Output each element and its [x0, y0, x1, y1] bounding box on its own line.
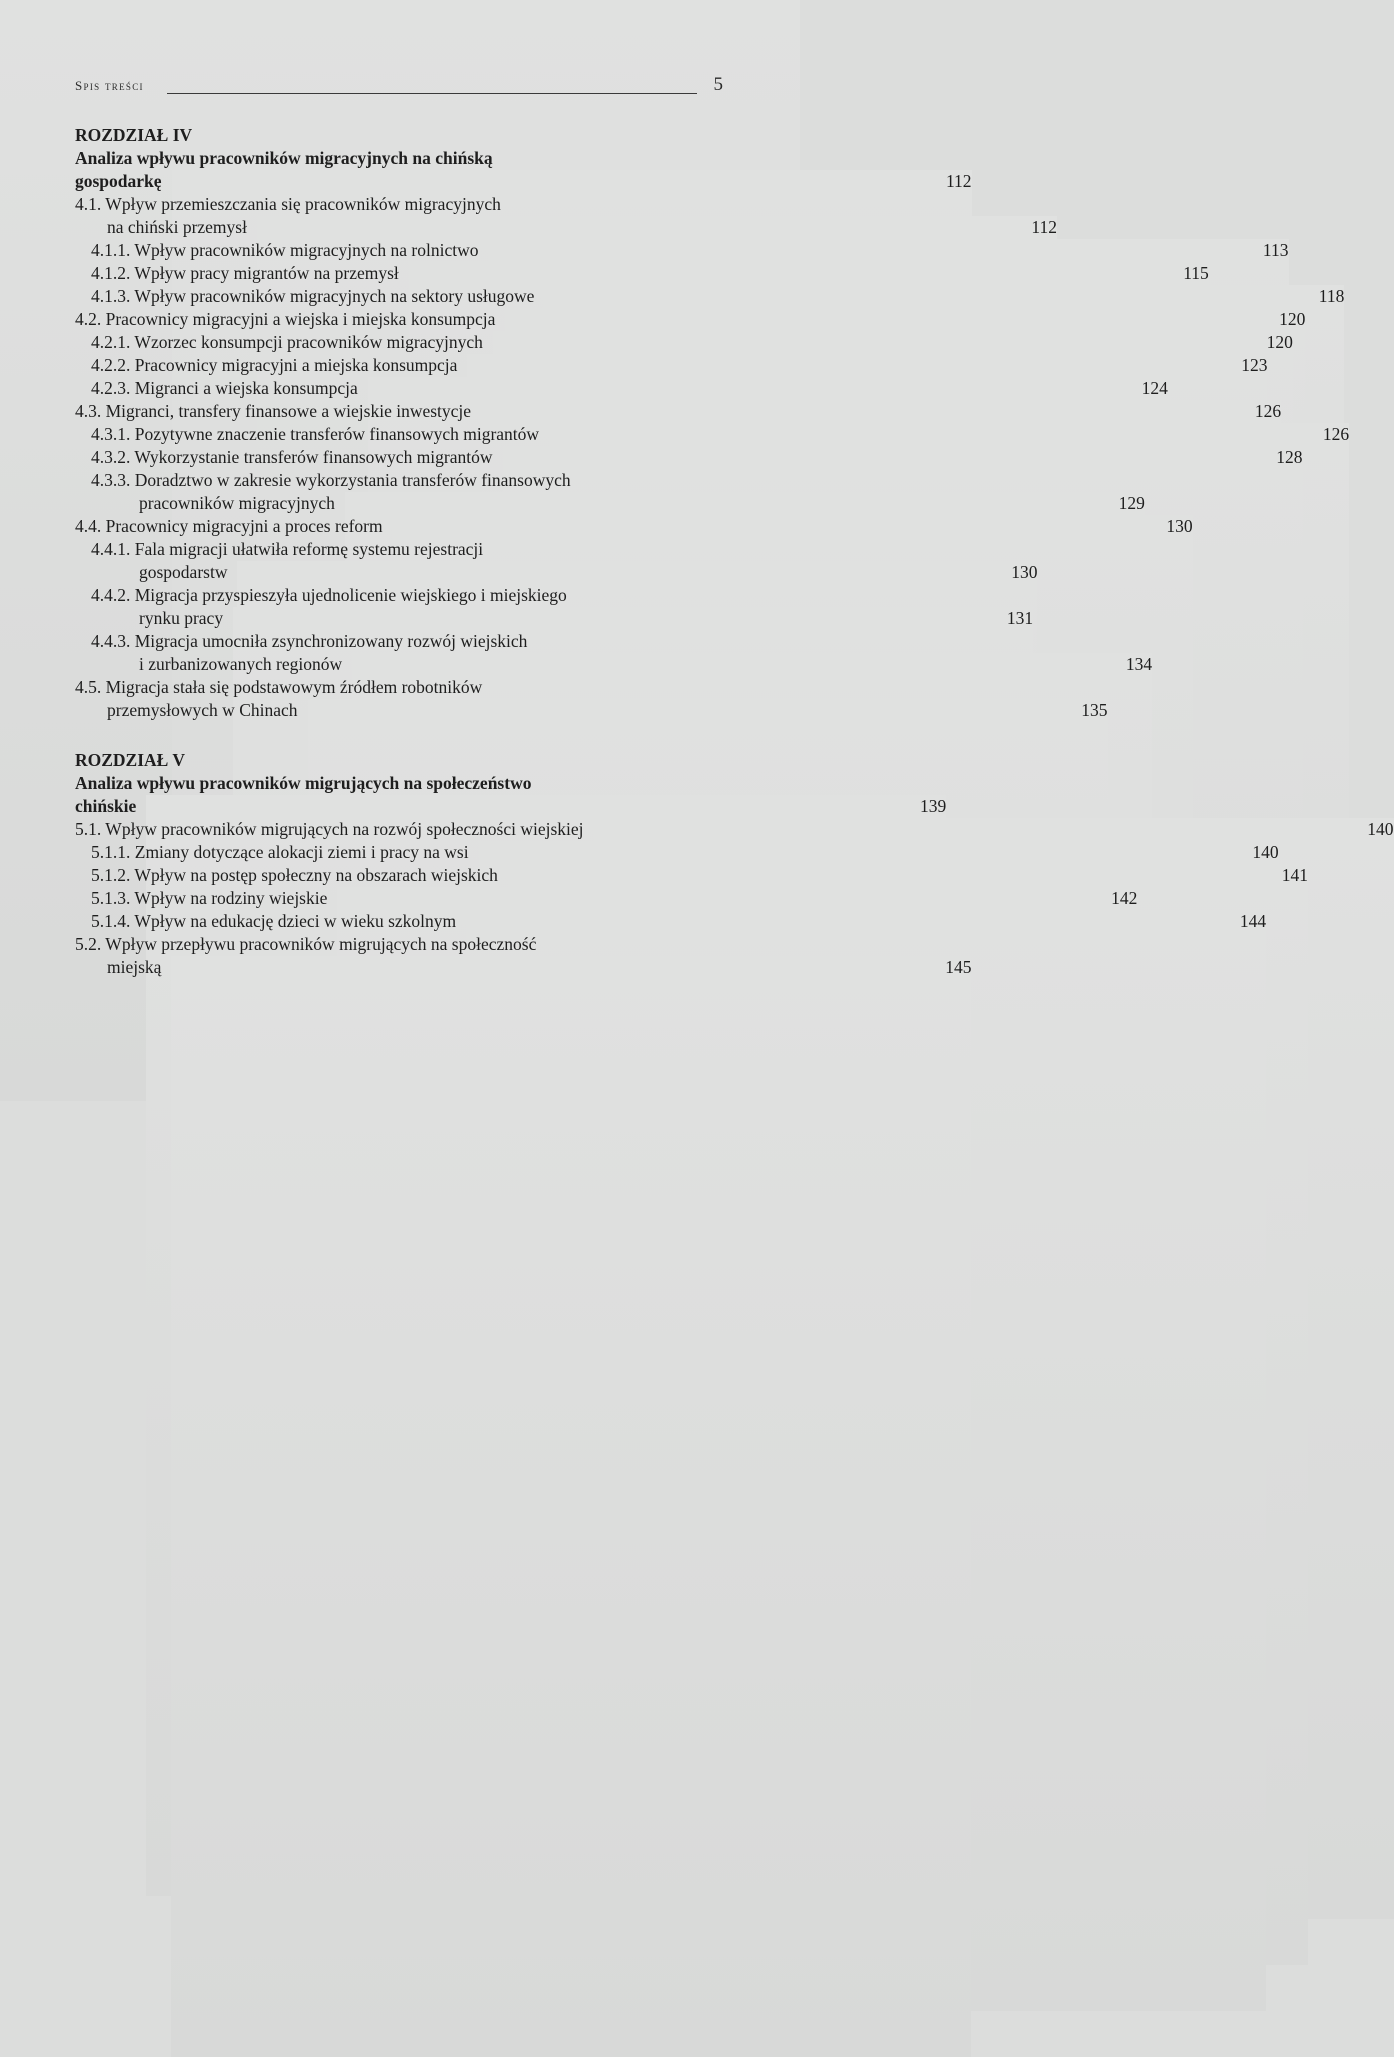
entry-page: 140 — [594, 818, 1394, 1919]
toc-entry — [75, 561, 1038, 584]
toc-entry — [75, 446, 1303, 469]
entry-label: gospodarkę — [75, 171, 162, 191]
entry-label: rynku pracy — [139, 608, 224, 628]
entry-label: 4.2.2. Pracownicy migracyjni a miejska konsumpcja — [91, 355, 458, 375]
header-rule — [167, 93, 697, 94]
toc-entry — [75, 354, 1268, 377]
table-of-contents — [75, 124, 1394, 979]
toc-entry — [75, 818, 1394, 841]
entry-label: 4.2.1. Wzorzec konsumpcji pracowników migracyjnych — [91, 332, 483, 352]
entry-label: 5.1.2. Wpływ na postęp społeczny na obszarach wiejskich — [91, 865, 498, 885]
entry-page: 140 — [479, 841, 1279, 1942]
toc-entry-line: 4.4.2. Migracja przyspieszyła ujednolicenie wiejskiego i miejskiego — [91, 585, 567, 605]
entry-label: pracowników migracyjnych — [139, 493, 335, 513]
entry-label: 4.3.2. Wykorzystanie transferów finansowych migrantów — [91, 447, 493, 467]
toc-entry — [75, 170, 972, 193]
entry-label: 4.4. Pracownicy migracyjni a proces reform — [75, 516, 383, 536]
toc-entry — [75, 795, 947, 818]
entry-page: 112 — [172, 170, 972, 1271]
entry-label: 5.1.3. Wpływ na rodziny wiejskie — [91, 888, 328, 908]
chapter-title: Analiza wpływu pracowników migracyjnych na chińską — [75, 148, 493, 168]
entry-page: 112 — [257, 216, 1057, 1317]
toc-entry — [75, 285, 1345, 308]
toc-entry-line: 4.1. Wpływ przemieszczania się pracowników migracyjnych — [75, 194, 501, 214]
entry-page: 130 — [237, 561, 1037, 1662]
toc-entry — [75, 377, 1168, 400]
toc-entry-line: 4.4.3. Migracja umocniła zsynchronizowany rozwój wiejskich — [91, 631, 528, 651]
running-head: Spis treści — [75, 78, 144, 93]
entry-page: 135 — [308, 699, 1108, 1800]
toc-entry-line: 4.4.1. Fala migracji ułatwiła reformę systemu rejestracji — [91, 539, 484, 559]
entry-page: 126 — [549, 423, 1349, 1524]
chapter-heading: ROZDZIAŁ V — [75, 750, 186, 770]
entry-label: na chiński przemysł — [107, 217, 247, 237]
toc-entry — [75, 423, 1350, 446]
entry-page: 144 — [466, 910, 1266, 2011]
toc-entry-line: 4.5. Migracja stała się podstawowym źródłem robotników — [75, 677, 483, 697]
toc-entry — [75, 515, 1193, 538]
entry-page: 113 — [489, 239, 1289, 1340]
entry-page: 131 — [233, 607, 1033, 1708]
entry-page: 124 — [368, 377, 1168, 1478]
entry-page: 126 — [481, 400, 1281, 1501]
toc-entry — [75, 887, 1138, 910]
entry-label: 4.2. Pracownicy migracyjni a wiejska i miejska konsumpcja — [75, 309, 496, 329]
entry-label: 4.3. Migranci, transfery finansowe a wiejskie inwestycje — [75, 401, 472, 421]
entry-page: 145 — [171, 956, 971, 2057]
entry-page: 141 — [508, 864, 1308, 1965]
page-header — [75, 74, 725, 98]
entry-label: gospodarstw — [139, 562, 228, 582]
toc-entry — [75, 216, 1057, 239]
entry-label: i zurbanizowanych regionów — [139, 654, 343, 674]
entry-label: 4.1.3. Wpływ pracowników migracyjnych na sektory usługowe — [91, 286, 535, 306]
toc-entry — [75, 699, 1108, 722]
toc-entry — [75, 841, 1279, 864]
toc-entry — [75, 400, 1282, 423]
toc-entry — [75, 308, 1306, 331]
entry-label: 4.2.3. Migranci a wiejska konsumpcja — [91, 378, 358, 398]
entry-label: 5.1.1. Zmiany dotyczące alokacji ziemi i pracy na wsi — [91, 842, 469, 862]
toc-entry — [75, 653, 1153, 676]
toc-entry — [75, 607, 1034, 630]
entry-label: 4.1.2. Wpływ pracy migrantów na przemysł — [91, 263, 399, 283]
toc-entry — [75, 864, 1308, 887]
toc-entry — [75, 239, 1289, 262]
entry-page: 139 — [146, 795, 946, 1896]
page-number: 5 — [713, 74, 723, 95]
entry-page: 142 — [337, 887, 1137, 1988]
entry-page: 115 — [409, 262, 1209, 1363]
entry-page: 118 — [544, 285, 1344, 1386]
chapter-title: Analiza wpływu pracowników migrujących na społeczeństwo — [75, 773, 532, 793]
toc-entry — [75, 956, 972, 979]
toc-entry — [75, 262, 1209, 285]
toc-entry — [75, 492, 1145, 515]
entry-label: 4.1.1. Wpływ pracowników migracyjnych na rolnictwo — [91, 240, 479, 260]
entry-label: 5.1. Wpływ pracowników migrujących na rozwój społeczności wiejskiej — [75, 819, 584, 839]
toc-entry-line: 4.3.3. Doradztwo w zakresie wykorzystania transferów finansowych — [91, 470, 571, 490]
entry-label: 4.3.1. Pozytywne znaczenie transferów finansowych migrantów — [91, 424, 540, 444]
entry-page: 129 — [345, 492, 1145, 1593]
toc-entry — [75, 910, 1267, 933]
entry-page: 120 — [493, 331, 1293, 1432]
entry-label: przemysłowych w Chinach — [107, 700, 298, 720]
toc-entry-line: 5.2. Wpływ przepływu pracowników migrujących na społeczność — [75, 934, 537, 954]
entry-label: miejską — [107, 957, 162, 977]
entry-label: chińskie — [75, 796, 137, 816]
entry-page: 123 — [467, 354, 1267, 1455]
toc-entry — [75, 331, 1293, 354]
chapter-heading: ROZDZIAŁ IV — [75, 125, 193, 145]
entry-page: 134 — [352, 653, 1152, 1754]
entry-page: 130 — [393, 515, 1193, 1616]
entry-page: 120 — [505, 308, 1305, 1409]
entry-page: 128 — [503, 446, 1303, 1547]
entry-label: 5.1.4. Wpływ na edukację dzieci w wieku szkolnym — [91, 911, 457, 931]
